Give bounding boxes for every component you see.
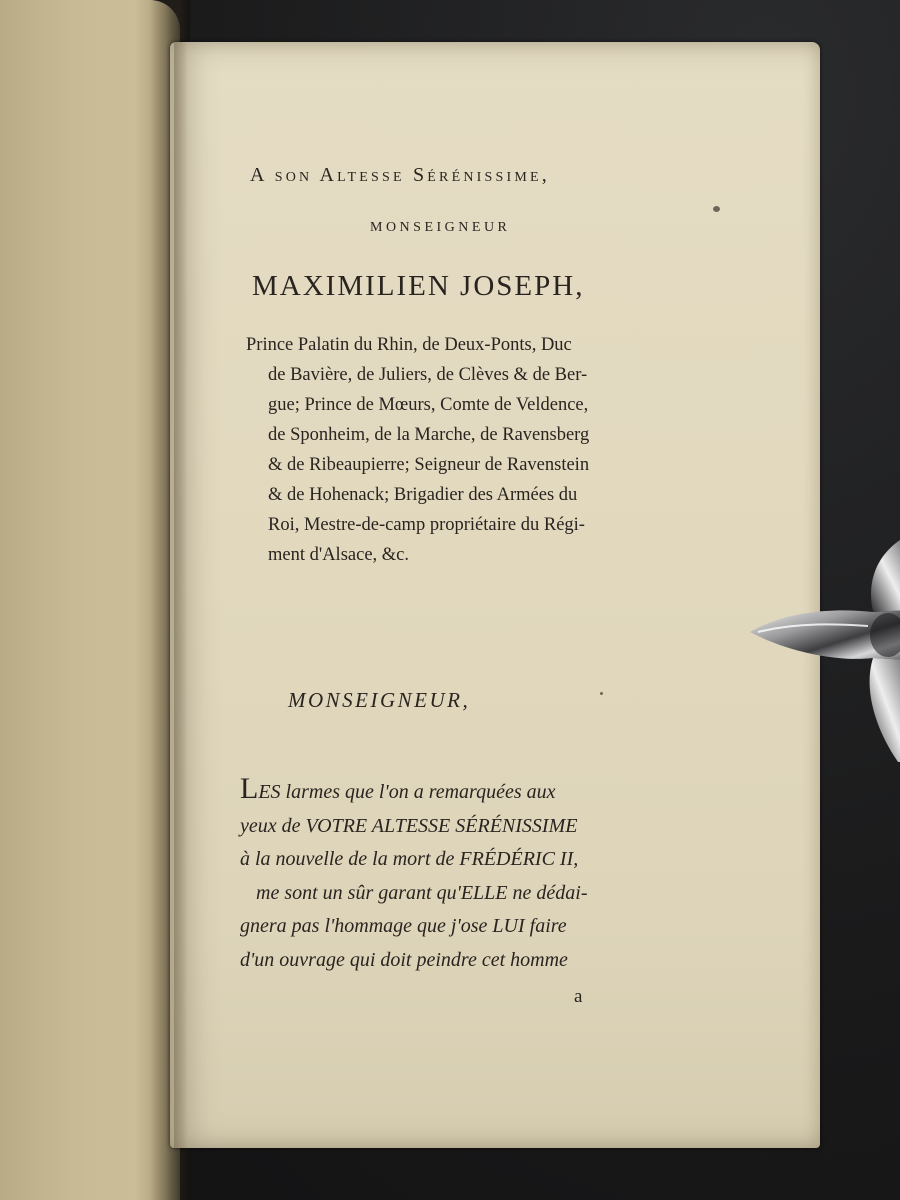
metal-page-holder-ornament: [748, 540, 900, 770]
letter-line: d'un ouvrage qui doit peindre cet homme: [240, 948, 568, 971]
letter-line: à la nouvelle de la mort de FRÉDÉRIC II,: [240, 848, 579, 870]
title-line: gue; Prince de Mœurs, Comte de Veldence,: [268, 395, 589, 415]
drop-cap: L: [240, 772, 259, 805]
letter-line: yeux de VOTRE ALTESSE SÉRÉNISSIME: [240, 814, 578, 837]
letter-line: gnera pas l'hommage que j'ose LUI faire: [240, 915, 567, 937]
spine-edge: [174, 42, 188, 1148]
letter-body: [240, 772, 690, 977]
title-line: Roi, Mestre-de-camp propriétaire du Régi-: [268, 515, 585, 535]
title-line: de Bavière, de Juliers, de Clèves & de Ber-: [268, 365, 588, 385]
signature-mark: a: [574, 986, 583, 1007]
book-page: [170, 42, 820, 1148]
salutation: MONSEIGNEUR,: [288, 688, 471, 712]
address-line: A son Altesse Sérénissime,: [250, 164, 550, 186]
titles-block: [246, 330, 696, 570]
page-speck: [600, 692, 603, 695]
letter-line: me sont un sûr garant qu'ELLE ne dédai-: [256, 881, 588, 904]
title-line: Prince Palatin du Rhin, de Deux-Ponts, Duc: [246, 335, 572, 355]
title-line: ment d'Alsace, &c.: [268, 545, 410, 565]
letter-line: [240, 772, 690, 810]
dedicatee-name: MAXIMILIEN JOSEPH,: [252, 270, 585, 302]
title-line: & de Ribeaupierre; Seigneur de Ravenstein: [268, 455, 590, 475]
title-line: de Sponheim, de la Marche, de Ravensberg: [268, 425, 590, 445]
honorific: MONSEIGNEUR: [370, 220, 511, 235]
page-speck: [713, 206, 720, 212]
letter-line-text: ES larmes que l'on a remarquées aux: [258, 781, 556, 803]
title-line: & de Hohenack; Brigadier des Armées du: [268, 485, 578, 505]
